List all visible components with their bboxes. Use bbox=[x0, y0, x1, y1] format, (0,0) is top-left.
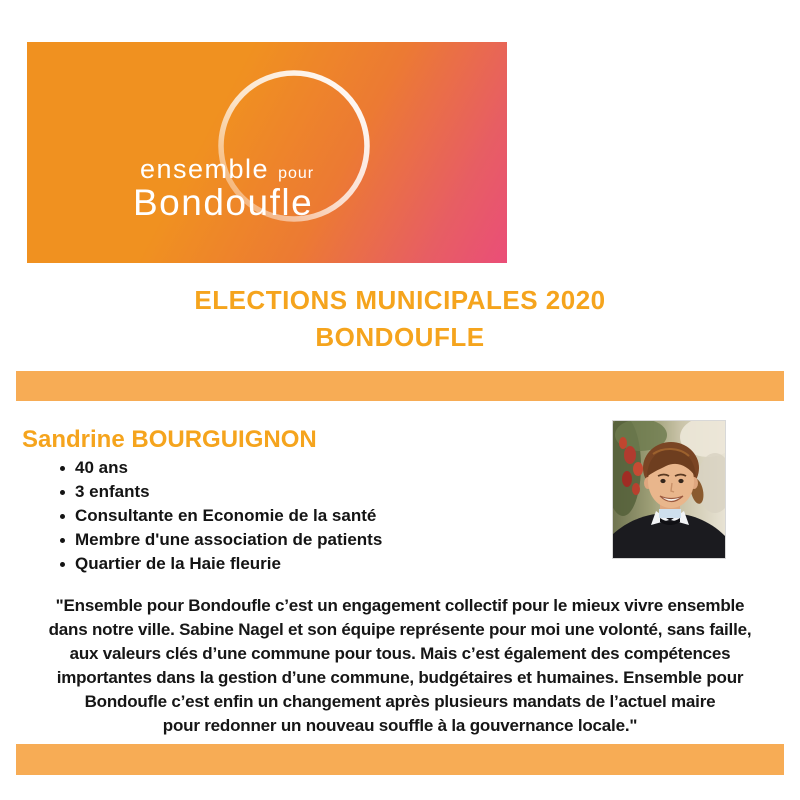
logo-text-ensemble: ensemble bbox=[140, 154, 270, 184]
divider-top bbox=[16, 371, 784, 401]
detail-item-association: Membre d'une association de patients bbox=[75, 528, 382, 552]
campaign-banner bbox=[27, 42, 507, 263]
candidate-photo bbox=[612, 420, 726, 559]
election-title bbox=[0, 282, 800, 356]
divider-bottom bbox=[16, 744, 784, 775]
quote-line: importantes dans la gestion d’une commune, budgétaires et humaines. Ensemble pour bbox=[56, 668, 744, 687]
election-title-line2: BONDOUFLE bbox=[315, 322, 485, 352]
detail-item-age: 40 ans bbox=[75, 456, 382, 480]
banner-logo bbox=[140, 154, 314, 185]
quote-line: dans notre ville. Sabine Nagel et son équipe représente pour moi une volonté, sans faille, bbox=[48, 620, 752, 639]
detail-item-district: Quartier de la Haie fleurie bbox=[75, 552, 382, 576]
portrait-illustration bbox=[613, 421, 725, 558]
logo-ring-icon bbox=[27, 42, 507, 263]
quote-line: "Ensemble pour Bondoufle c’est un engagement collectif pour le mieux vivre ensemble bbox=[55, 596, 745, 615]
candidate-name: Sandrine BOURGUIGNON bbox=[22, 426, 317, 453]
election-title-line1: ELECTIONS MUNICIPALES 2020 bbox=[194, 285, 606, 315]
quote-line: pour redonner un nouveau souffle à la gouvernance locale." bbox=[162, 716, 638, 735]
candidate-details-list bbox=[75, 456, 382, 576]
detail-item-children: 3 enfants bbox=[75, 480, 382, 504]
quote-line: Bondoufle c’est enfin un changement après plusieurs mandats de l’actuel maire bbox=[84, 692, 716, 711]
quote-line: aux valeurs clés d’une commune pour tous. Mais c’est également des compétences bbox=[69, 644, 731, 663]
logo-text-bondoufle: Bondoufle bbox=[133, 182, 314, 223]
detail-item-job: Consultante en Economie de la santé bbox=[75, 504, 382, 528]
quote-paragraph bbox=[0, 594, 800, 738]
logo-text-pour: pour bbox=[278, 165, 315, 182]
